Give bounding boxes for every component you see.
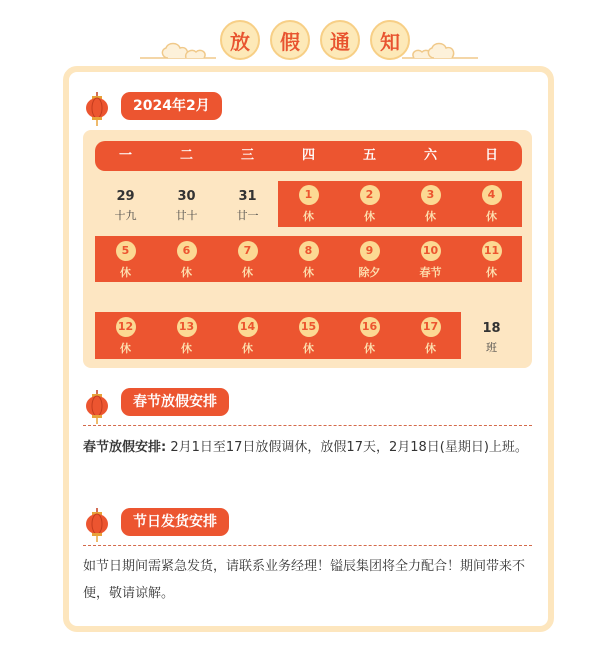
weekday-header (95, 141, 522, 171)
title-char-4: 知 (370, 20, 410, 60)
day-status: 除夕 (358, 266, 381, 279)
day-number: 3 (421, 185, 441, 205)
calendar-day (95, 241, 156, 280)
day-status: 休 (120, 342, 131, 355)
day-status: 休 (303, 266, 314, 279)
day-status: 休 (425, 342, 436, 355)
day-status: 休 (425, 210, 436, 223)
day-status: 休 (364, 342, 375, 355)
cloud-left-icon (138, 36, 218, 62)
day-number: 2 (360, 185, 380, 205)
spring-festival-tag: 春节放假安排 (121, 388, 229, 416)
calendar-day (217, 317, 278, 356)
calendar-day (278, 185, 339, 224)
day-number: 16 (360, 317, 380, 337)
day-number: 18 (482, 321, 501, 336)
title-char-2: 假 (270, 20, 310, 60)
calendar-day (339, 241, 400, 280)
day-number: 5 (116, 241, 136, 261)
weekday-thu: 四 (301, 148, 315, 163)
calendar-day (217, 188, 278, 223)
weekday-wed: 三 (240, 148, 254, 163)
day-number: 10 (421, 241, 441, 261)
title-char-3: 通 (320, 20, 360, 60)
divider (83, 425, 532, 426)
cloud-right-icon (400, 36, 480, 62)
notice-title (0, 20, 609, 64)
lunar-label: 廿十 (175, 209, 198, 222)
calendar-day (461, 241, 522, 280)
spring-festival-text (83, 434, 535, 461)
day-status: 休 (486, 266, 497, 279)
shipping-text: 如节日期间需紧急发货，请联系业务经理！镒辰集团将全力配合！期间带来不便，敬请谅解。 (83, 559, 526, 601)
day-status: 春节 (419, 266, 442, 279)
day-status: 休 (303, 210, 314, 223)
day-number: 14 (238, 317, 258, 337)
calendar-day (156, 241, 217, 280)
title-char-1: 放 (220, 20, 260, 60)
day-number: 12 (116, 317, 136, 337)
lantern-icon (84, 508, 110, 542)
calendar-day (339, 185, 400, 224)
day-number: 7 (238, 241, 258, 261)
day-number: 8 (299, 241, 319, 261)
day-number: 13 (177, 317, 197, 337)
day-number: 15 (299, 317, 319, 337)
day-number: 11 (482, 241, 502, 261)
divider (83, 545, 532, 546)
day-status: 休 (364, 210, 375, 223)
calendar-day (461, 185, 522, 224)
weekday-sun: 日 (484, 148, 498, 163)
calendar-day (278, 317, 339, 356)
day-number: 30 (177, 189, 196, 204)
calendar-day (278, 241, 339, 280)
calendar-day (400, 185, 461, 224)
weekday-tue: 二 (179, 148, 193, 163)
spring-festival-body: 2月1日至17日放假调休，放假17天，2月18日(星期日)上班。 (166, 440, 528, 455)
calendar-day (156, 188, 217, 223)
weekday-fri: 五 (362, 148, 376, 163)
day-number: 9 (360, 241, 380, 261)
calendar-day (95, 188, 156, 223)
day-status: 休 (242, 266, 253, 279)
day-status: 休 (486, 210, 497, 223)
day-status: 休 (303, 342, 314, 355)
calendar-day (400, 241, 461, 280)
day-number: 4 (482, 185, 502, 205)
calendar-day (217, 241, 278, 280)
shipping-tag: 节日发货安排 (121, 508, 229, 536)
day-number: 29 (116, 189, 135, 204)
weekday-mon: 一 (118, 148, 132, 163)
day-status: 休 (181, 266, 192, 279)
month-tag: 2024年2月 (121, 92, 222, 120)
calendar-day (400, 317, 461, 356)
lantern-icon (84, 390, 110, 424)
calendar-day (339, 317, 400, 356)
calendar-day (95, 317, 156, 356)
day-status: 休 (242, 342, 253, 355)
day-status: 班 (486, 341, 497, 354)
day-status: 休 (181, 342, 192, 355)
day-number: 1 (299, 185, 319, 205)
calendar-day-workday (461, 320, 522, 355)
day-status: 休 (120, 266, 131, 279)
day-number: 6 (177, 241, 197, 261)
spring-festival-bold: 春节放假安排: (83, 440, 167, 455)
calendar-day (156, 317, 217, 356)
lunar-label: 廿一 (236, 209, 259, 222)
lunar-label: 十九 (114, 209, 137, 222)
lantern-icon (84, 92, 110, 126)
day-number: 31 (238, 189, 257, 204)
weekday-sat: 六 (423, 148, 437, 163)
day-number: 17 (421, 317, 441, 337)
